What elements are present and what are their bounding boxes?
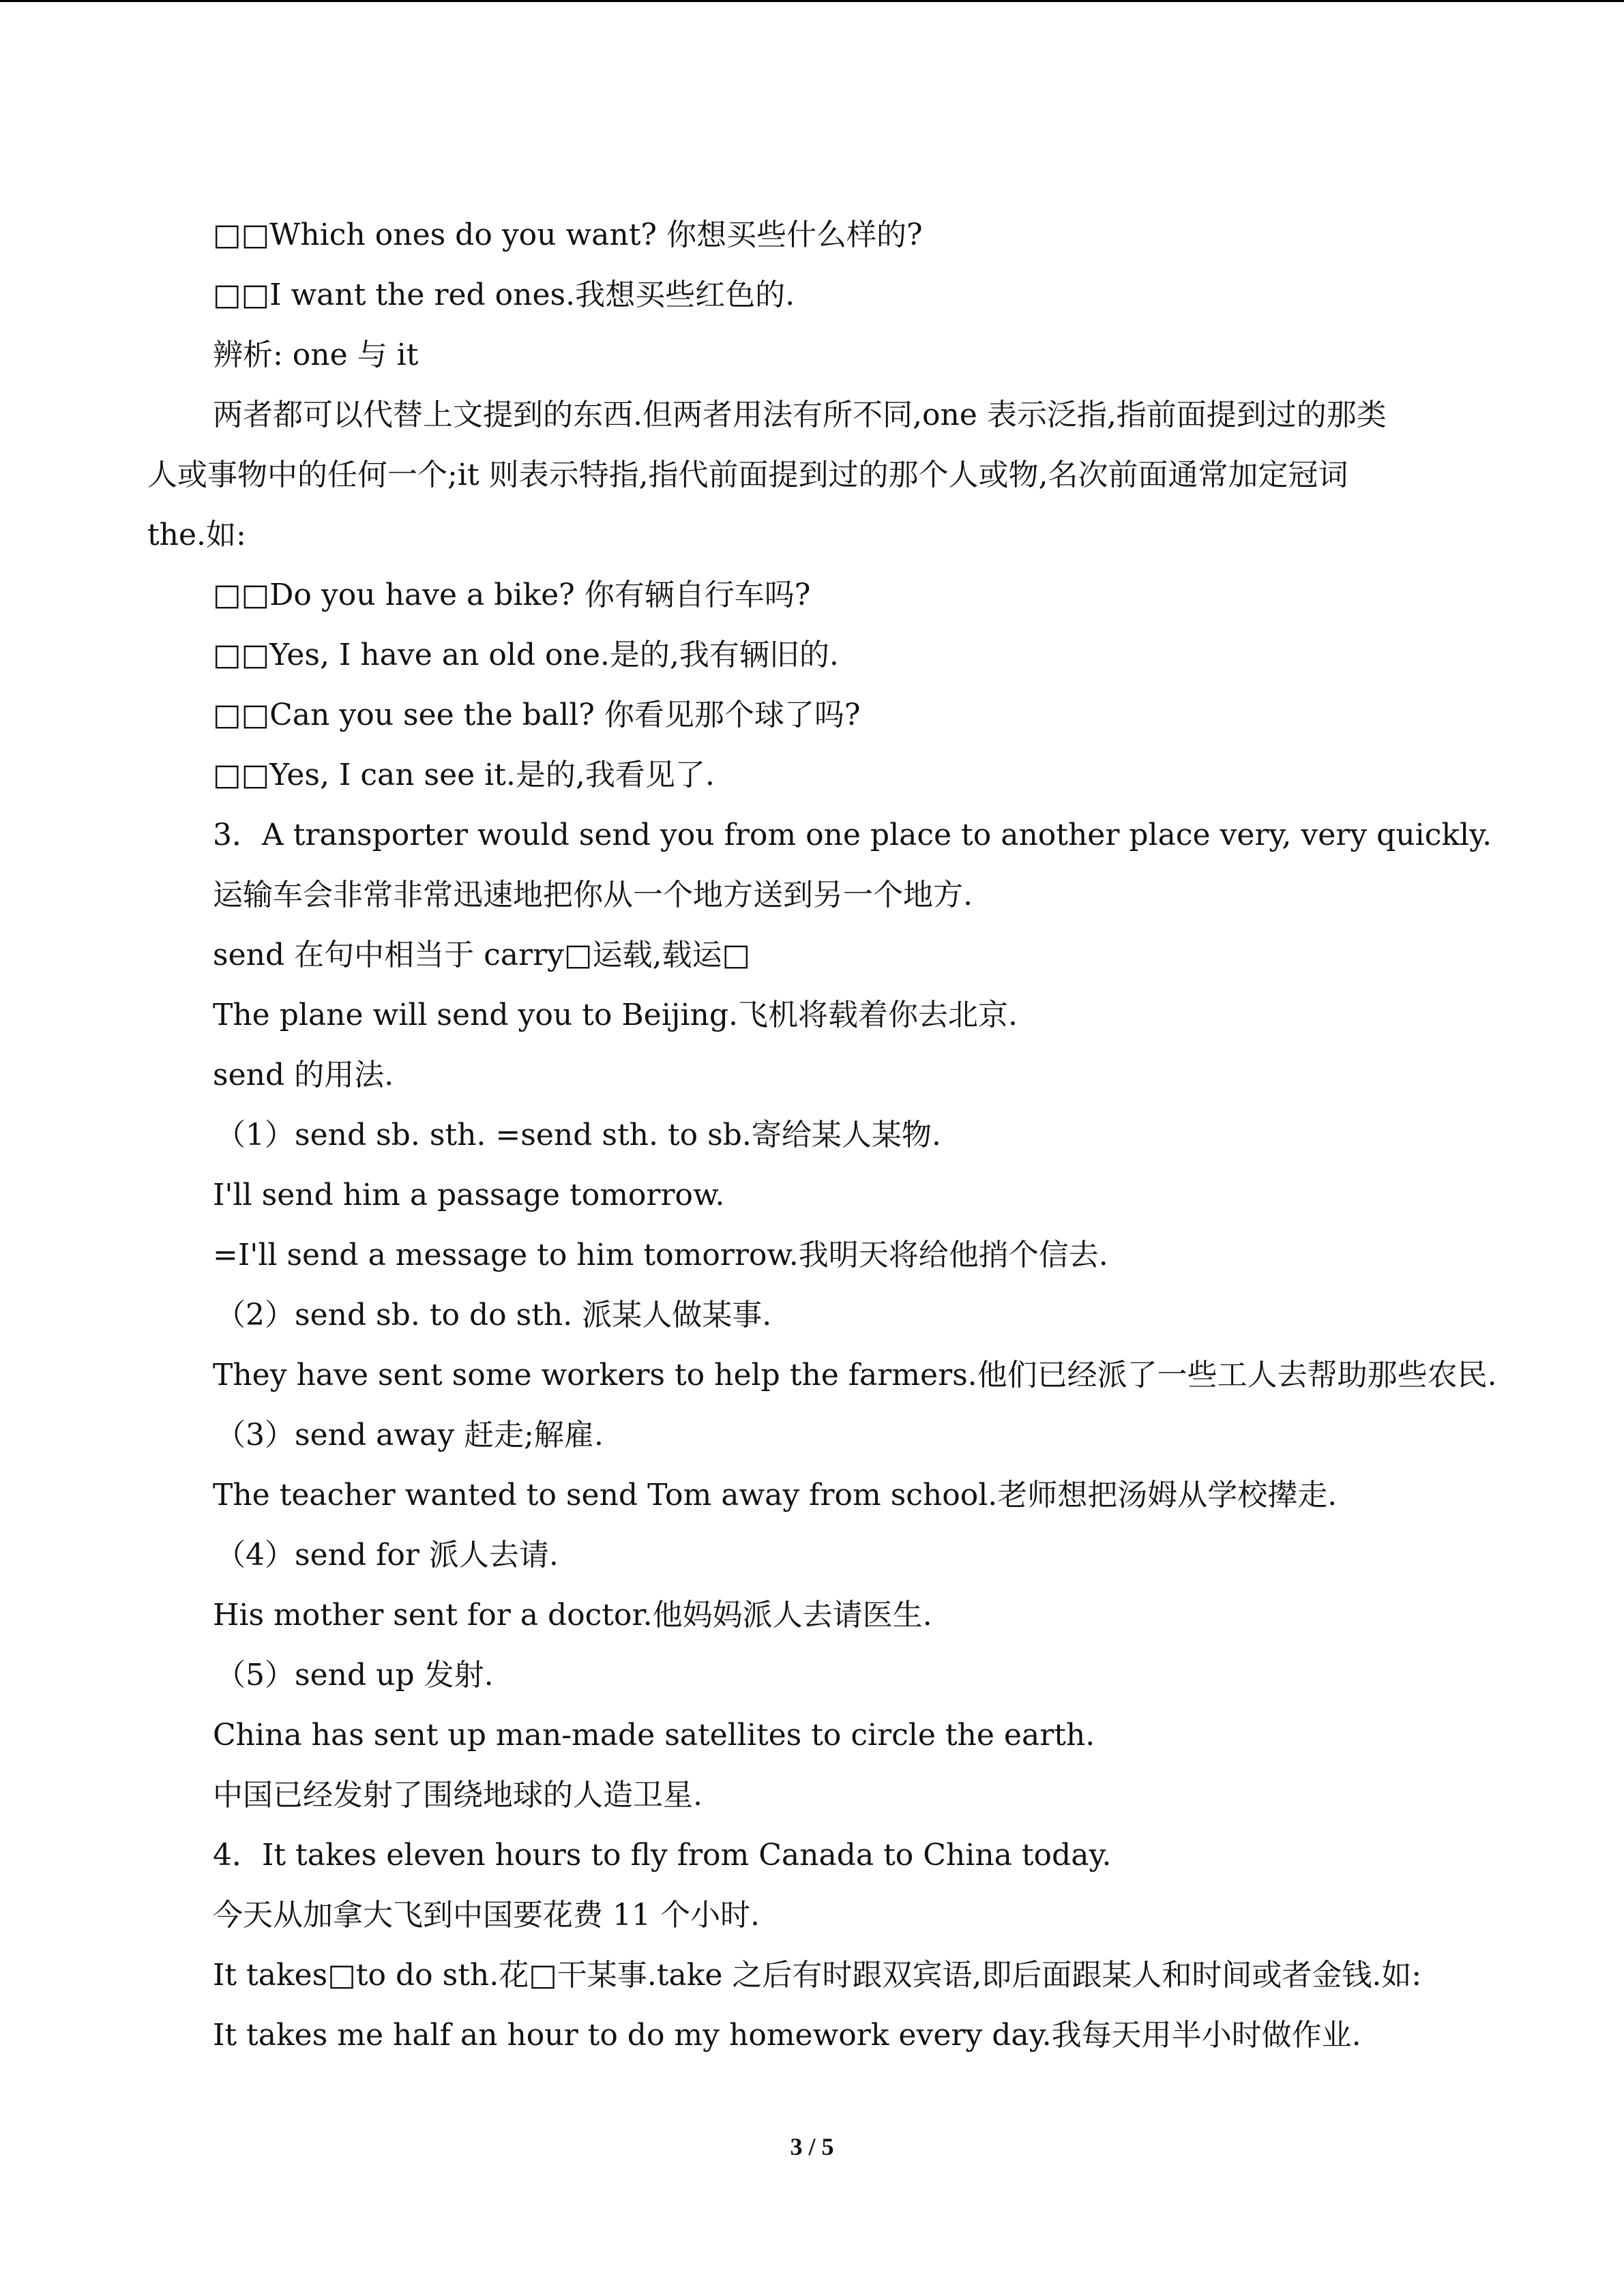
usage-item: （5）send up 发射.: [216, 1658, 494, 1693]
usage-item: （1）send sb. sth. =send sth. to sb.寄给某人某物.: [216, 1118, 941, 1152]
text-line: □□Yes, I can see it.是的,我看见了.: [213, 758, 715, 792]
text-line: 运输车会非常非常迅速地把你从一个地方送到另一个地方.: [213, 878, 973, 912]
text-line: 辨析: one 与 it: [213, 338, 419, 372]
text-line: 今天从加拿大飞到中国要花费 11 个小时.: [213, 1898, 760, 1933]
usage-item: （2）send sb. to do sth. 派某人做某事.: [216, 1298, 772, 1332]
section-heading: 3．A transporter would send you from one place to another place very, very quickly.: [213, 818, 1492, 852]
text-line: □□Yes, I have an old one.是的,我有辆旧的.: [213, 638, 839, 672]
text-line: 人或事物中的任何一个;it 则表示特指,指代前面提到过的那个人或物,名次前面通常加定冠词: [147, 458, 1348, 492]
top-border-rule: [0, 0, 1624, 2]
text-line: 中国已经发射了围绕地球的人造卫星.: [213, 1778, 703, 1813]
page-number: 3 / 5: [790, 2133, 834, 2160]
text-line: They have sent some workers to help the farmers.他们已经派了一些工人去帮助那些农民.: [213, 1358, 1497, 1392]
section-heading: 4．It takes eleven hours to fly from Canada to China today.: [213, 1838, 1112, 1873]
usage-item: （3）send away 赶走;解雇.: [216, 1418, 604, 1452]
text-line: the.如:: [147, 518, 246, 552]
text-line: The teacher wanted to send Tom away from school.老师想把汤姆从学校撵走.: [213, 1478, 1338, 1512]
text-line: His mother sent for a doctor.他妈妈派人去请医生.: [213, 1598, 932, 1632]
text-line: =I'll send a message to him tomorrow.我明天将给他捎个信去.: [213, 1238, 1108, 1272]
text-line: send 在句中相当于 carry□运载,载运□: [213, 938, 751, 972]
usage-item: （4）send for 派人去请.: [216, 1538, 559, 1572]
text-line: 两者都可以代替上文提到的东西.但两者用法有所不同,one 表示泛指,指前面提到过的那类: [213, 398, 1387, 432]
text-line: It takes□to do sth.花□干某事.take 之后有时跟双宾语,即后面跟某人和时间或者金钱.如:: [213, 1958, 1422, 1993]
text-line: It takes me half an hour to do my homework every day.我每天用半小时做作业.: [213, 2018, 1361, 2053]
text-line: □□Do you have a bike? 你有辆自行车吗?: [213, 578, 811, 612]
text-line: The plane will send you to Beijing.飞机将载着你去北京.: [213, 998, 1018, 1032]
text-line: □□Which ones do you want? 你想买些什么样的?: [213, 218, 923, 252]
text-line: send 的用法.: [213, 1058, 394, 1092]
text-line: China has sent up man-made satellites to circle the earth.: [213, 1718, 1095, 1753]
text-line: □□I want the red ones.我想买些红色的.: [213, 278, 795, 312]
text-line: I'll send him a passage tomorrow.: [213, 1178, 725, 1212]
text-line: □□Can you see the ball? 你看见那个球了吗?: [213, 698, 861, 732]
